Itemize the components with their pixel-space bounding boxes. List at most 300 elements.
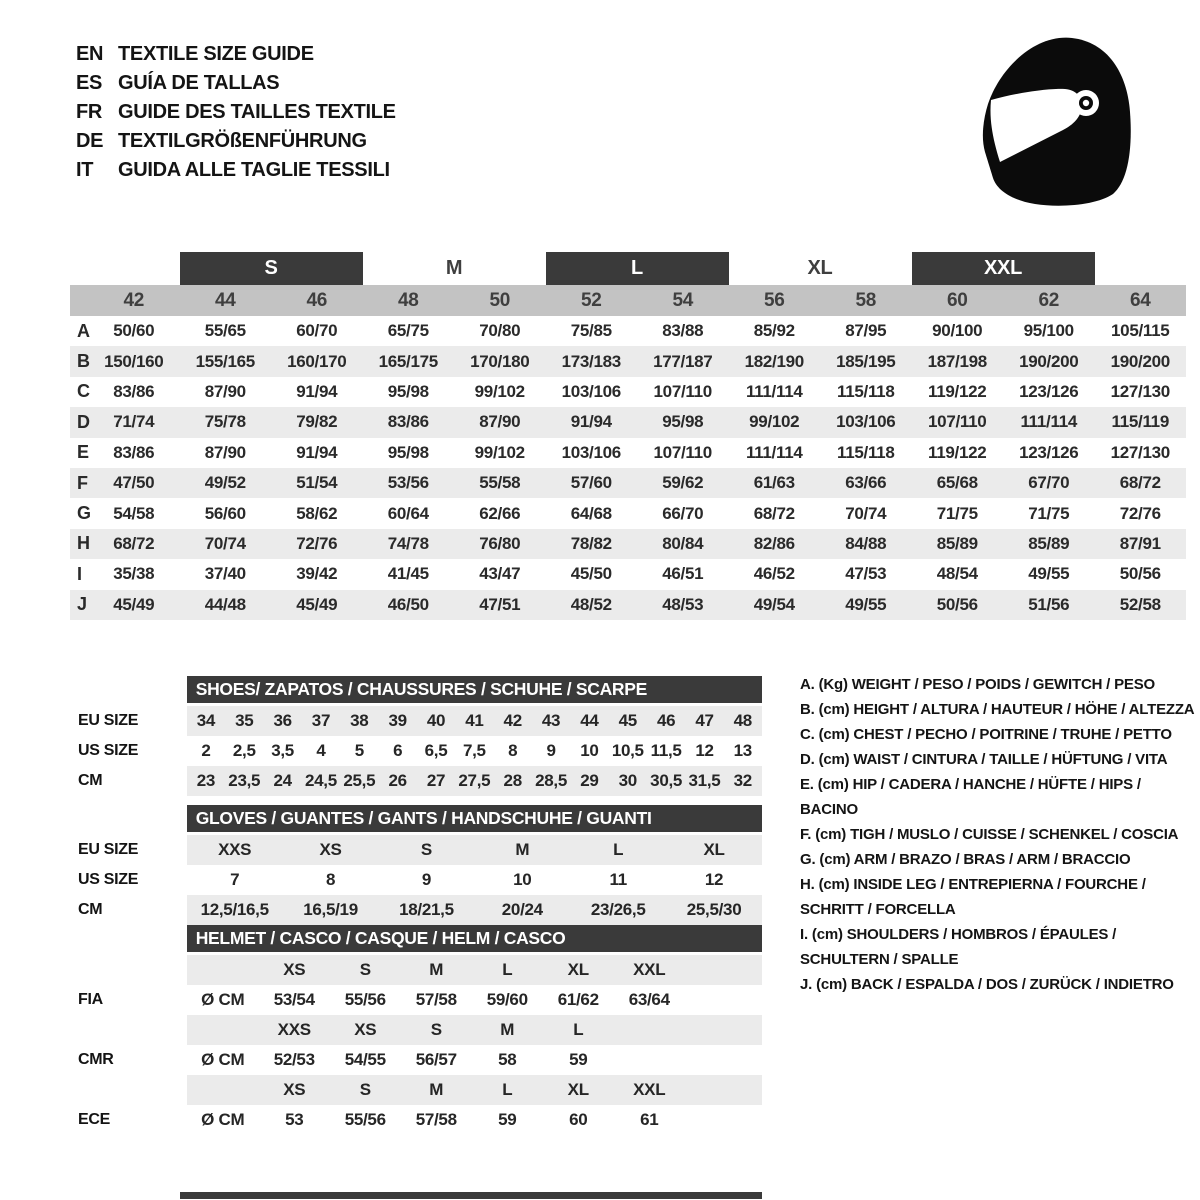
size-number: 46 [306,289,328,311]
lang-code: EN [76,43,104,65]
table-cell: 35 [235,711,254,730]
label-spacer [70,955,187,985]
shoes-table-title: SHOES/ ZAPATOS / CHAUSSURES / SCHUHE / SCARPE [187,676,762,703]
size-number: 52 [580,289,602,311]
table-row [70,865,762,895]
row-label: US SIZE [78,742,139,759]
table-row [70,590,1186,620]
helmet-table-header-row [70,925,762,955]
racing-helmet-icon [975,30,1140,210]
row-values [187,865,762,895]
row-label: H [77,533,90,554]
table-cell: 48/54 [936,564,978,584]
table-cell: 160/170 [287,351,347,371]
legend-item: G. (cm) ARM / BRAZO / BRAS / ARM / BRACCIO [800,851,1131,868]
row-grid [187,766,762,796]
table-cell: 190/200 [1110,351,1170,371]
row-grid [187,835,762,865]
table-cell: 56/57 [415,1050,457,1069]
table-cell: 95/98 [387,381,429,401]
table-cell: 56/60 [204,503,246,523]
table-cell: 63/64 [628,990,670,1009]
table-cell: 12,5/16,5 [200,900,269,919]
table-cell: 28 [503,771,522,790]
table-cell: 67/70 [1028,473,1070,493]
helmet-size: L [502,1080,513,1099]
row-label: CM [78,901,103,918]
table-cell: 71/75 [1028,503,1070,523]
table-cell: 53 [285,1110,304,1129]
table-cell: 52/58 [1119,594,1161,614]
helmet-table [70,925,762,1135]
row-values [187,1075,762,1105]
unit-spacer [187,955,259,985]
table-cell: 62/66 [479,503,521,523]
helmet-size-row [70,1015,762,1045]
table-cell: 25,5/30 [686,900,742,919]
table-cell: 111/114 [745,442,803,462]
table-cell: XS [319,840,342,859]
table-cell: 70/74 [204,533,246,553]
table-cell: 49/55 [1028,564,1070,584]
lang-title: TEXTILGRÖßENFÜHRUNG [118,130,367,152]
table-row [70,766,762,796]
table-cell: 150/160 [104,351,164,371]
table-cell: 7 [230,870,240,889]
table-cell: 46/51 [662,564,704,584]
helmet-size: XXL [633,1080,666,1099]
table-cell: 4 [316,741,326,760]
table-cell: 115/118 [837,442,895,462]
table-cell: 6 [393,741,403,760]
table-cell: 70/80 [479,321,521,341]
table-cell: 190/200 [1019,351,1079,371]
table-cell: 6,5 [424,741,448,760]
table-cell: 71/74 [113,412,155,432]
table-cell: 41 [465,711,484,730]
table-cell: 9 [546,741,556,760]
helmet-value-row [70,1045,762,1075]
table-cell: 60/70 [296,321,338,341]
row-label: EU SIZE [78,712,139,729]
table-cell: 46/50 [387,594,429,614]
table-cell: 2 [201,741,211,760]
table-cell: 119/122 [928,381,987,401]
table-cell: 107/110 [653,381,712,401]
table-cell: 61/62 [557,990,599,1009]
table-cell: 41/45 [387,564,429,584]
language-title-list [76,40,396,185]
helmet-size: M [500,1020,515,1039]
label-spacer [70,1015,187,1045]
table-cell: 72/76 [296,533,338,553]
table-cell: 54/58 [113,503,155,523]
helmet-size: XXS [277,1020,311,1039]
size-group-m: M [445,257,463,279]
table-cell: 83/86 [113,442,155,462]
table-cell: 49/55 [845,594,887,614]
legend-item: F. (cm) TIGH / MUSLO / CUISSE / SCHENKEL / COSCIA [800,826,1179,843]
helmet-size: L [502,960,513,979]
legend-item: C. (cm) CHEST / PECHO / POITRINE / TRUHE / PETTO [800,726,1172,743]
group-spacer [88,252,180,285]
table-cell: 25,5 [343,771,376,790]
table-cell: 49/54 [753,594,795,614]
table-cell: 182/190 [744,351,804,371]
table-cell: 74/78 [387,533,429,553]
table-cell: 53/54 [273,990,315,1009]
table-cell: 45/49 [113,594,155,614]
table-cell: L [613,840,624,859]
row-grid [187,1105,762,1135]
table-cell: 10 [513,870,532,889]
table-cell: 111/114 [1020,412,1078,432]
table-cell: 45 [618,711,637,730]
table-cell: 85/89 [1028,533,1070,553]
unit-spacer [187,1015,259,1045]
table-cell: 20/24 [501,900,543,919]
table-cell: 43/47 [479,564,521,584]
helmet-size: XS [283,1080,306,1099]
table-cell: 76/80 [479,533,521,553]
table-cell: 45/49 [296,594,338,614]
table-cell: 105/115 [1111,321,1170,341]
table-cell: 9 [421,870,431,889]
helmet-size: XXL [633,960,666,979]
row-grid [187,1015,762,1045]
row-label: A [77,320,90,341]
helmet-size-row [70,955,762,985]
table-cell: 48/53 [662,594,704,614]
row-grid [187,1075,762,1105]
table-cell: 57/58 [415,990,457,1009]
table-cell: 34 [196,711,216,730]
table-cell: 23/26,5 [590,900,646,919]
table-cell: 12 [695,741,714,760]
table-cell: 36 [273,711,292,730]
table-cell: 37/40 [204,564,246,584]
table-row [70,407,1186,437]
table-row [70,316,1186,346]
table-cell: 30,5 [650,771,683,790]
table-cell: 16,5/19 [303,900,358,919]
lang-code: IT [76,159,94,181]
table-cell: 68/72 [113,533,155,553]
row-label: C [77,381,90,402]
table-cell: 51/56 [1028,594,1070,614]
label-spacer [70,925,187,955]
table-cell: 58/62 [296,503,338,523]
helmet-size: S [359,960,371,979]
table-cell: 83/86 [387,412,429,432]
table-cell: M [515,840,530,859]
table-cell: 46/52 [753,564,795,584]
helmet-size: XS [283,960,306,979]
diameter-unit-label: Ø CM [201,990,245,1009]
size-number: 50 [489,289,511,311]
row-label: B [77,351,90,372]
table-cell: 165/175 [378,351,438,371]
table-cell: 65/68 [936,473,978,493]
lang-code: ES [76,72,103,94]
table-cell: 119/122 [928,442,987,462]
size-number: 54 [672,289,694,311]
table-cell: 107/110 [653,442,712,462]
table-cell: 79/82 [296,412,338,432]
table-row [70,438,1186,468]
table-row [70,468,1186,498]
row-label: CM [78,772,103,789]
table-cell: 60 [569,1110,588,1129]
table-cell: 127/130 [1110,442,1170,462]
table-cell: 99/102 [749,412,800,432]
table-cell: 48/52 [570,594,612,614]
table-cell: 27,5 [458,771,491,790]
table-cell: 43 [541,711,561,730]
table-cell: 68/72 [753,503,795,523]
helmet-value-row [70,985,762,1015]
table-cell: 103/106 [561,442,621,462]
table-cell: 61 [640,1110,659,1129]
table-cell: 71/75 [936,503,978,523]
shoes-table-header-row [70,676,762,706]
label-spacer [70,805,187,835]
table-cell: S [420,840,432,859]
table-cell: 173/183 [561,351,621,371]
table-cell: 8 [325,870,336,889]
row-values [187,955,762,985]
table-cell: 75/85 [570,321,612,341]
legend-item: A. (Kg) WEIGHT / PESO / POIDS / GEWITCH / PESO [800,676,1155,693]
table-cell: 48 [733,711,752,730]
diameter-unit-label: Ø CM [201,1050,245,1069]
table-row [70,529,1186,559]
legend-item: B. (cm) HEIGHT / ALTURA / HAUTEUR / HÖHE / ALTEZZA [800,701,1195,718]
table-cell: 91/94 [570,412,612,432]
table-cell: 155/165 [195,351,255,371]
size-group-row [70,252,1186,285]
table-cell: 58 [498,1050,517,1069]
row-values [187,1015,762,1045]
table-cell: 8 [508,741,518,760]
lang-row-en [76,40,396,69]
table-cell: 40 [426,711,446,730]
size-number: 60 [946,289,968,311]
table-cell: 115/118 [837,381,895,401]
row-values [187,706,762,736]
table-cell: 91/94 [296,442,338,462]
lang-title: GUÍA DE TALLAS [118,72,280,94]
row-values [187,736,762,766]
table-cell: XXS [218,840,252,859]
measurement-legend [800,672,1200,997]
table-cell: 50/56 [1119,564,1161,584]
table-cell: 51/54 [296,473,338,493]
table-cell: 87/90 [479,412,521,432]
legend-item: H. (cm) INSIDE LEG / ENTREPIERNA / FOURCHE / SCHRITT / FORCELLA [800,876,1146,918]
row-label: US SIZE [78,871,139,888]
size-number: 48 [397,289,419,311]
helmet-size: XL [567,1080,589,1099]
helmet-value-row [70,1105,762,1135]
legend-item: I. (cm) SHOULDERS / HOMBROS / ÉPAULES / SCHULTERN / SPALLE [800,926,1117,968]
row-grid [187,865,762,895]
row-values [187,835,762,865]
table-cell: 103/106 [561,381,621,401]
size-group-s: S [180,252,363,285]
row-grid [187,985,762,1015]
legend-item: J. (cm) BACK / ESPALDA / DOS / ZURÜCK / INDIETRO [800,976,1174,993]
table-cell: 26 [388,771,407,790]
table-cell: 11 [609,870,627,889]
table-cell: 57/58 [415,1110,457,1129]
group-spacer [70,252,88,285]
table-cell: 7,5 [462,741,486,760]
table-cell: 12 [704,870,724,889]
row-values [187,766,762,796]
table-cell: 170/180 [470,351,530,371]
table-cell: 38 [350,711,369,730]
table-row [70,706,762,736]
table-cell: 55/65 [204,321,246,341]
row-label: F [77,472,88,493]
table-cell: 47/50 [113,473,155,493]
table-cell: 115/119 [1111,412,1169,432]
table-cell: 78/82 [570,533,612,553]
table-cell: 39/42 [296,564,338,584]
row-label: E [77,442,89,463]
table-cell: 47/51 [479,594,521,614]
row-grid [187,895,762,925]
table-cell: 13 [733,741,752,760]
textile-size-table [70,252,1186,620]
lang-code: FR [76,101,103,123]
table-cell: 32 [733,771,752,790]
table-row [70,559,1186,589]
helmet-size [614,1015,685,1045]
table-cell: 49/52 [204,473,246,493]
table-row [70,736,762,766]
table-cell: 61/63 [753,473,795,493]
size-number-row [70,285,1186,316]
table-cell: 127/130 [1110,381,1170,401]
row-label: I [77,563,82,584]
standard-label: ECE [78,1111,110,1128]
table-cell: 87/95 [845,321,887,341]
size-group-xxl: XXL [912,252,1095,285]
table-cell: 80/84 [662,533,704,553]
row-values [187,1045,762,1075]
table-cell: 55/56 [344,1110,386,1129]
table-cell: 44/48 [204,594,246,614]
table-cell: 35/38 [113,564,155,584]
table-cell: 187/198 [927,351,987,371]
table-cell: 53/56 [387,473,429,493]
table-cell: 95/100 [1023,321,1074,341]
gloves-table-header-row [70,805,762,835]
lang-title: TEXTILE SIZE GUIDE [118,43,314,65]
helmet-size: S [359,1080,371,1099]
table-cell: 83/86 [113,381,155,401]
label-spacer [70,676,187,706]
row-label: D [77,411,90,432]
table-cell: 59/62 [662,473,704,493]
table-cell: 123/126 [1019,381,1079,401]
helmet-size-row [70,1075,762,1105]
table-cell: 60/64 [387,503,429,523]
lang-row-fr [76,98,396,127]
table-cell: 84/88 [845,533,887,553]
table-cell: 10,5 [611,741,644,760]
table-cell: 30 [618,771,637,790]
table-cell: 5 [354,741,364,760]
row-grid [187,706,762,736]
table-cell: 87/91 [1119,533,1161,553]
table-cell: 3,5 [271,741,294,760]
row-label: EU SIZE [78,841,139,858]
size-number: 42 [123,289,145,311]
row-label: J [77,594,87,615]
helmet-size: M [429,1080,444,1099]
table-cell: 107/110 [928,412,987,432]
table-cell: 44 [580,711,599,730]
table-cell: 82/86 [753,533,795,553]
table-cell: 90/100 [932,321,983,341]
helmet-size: M [429,960,444,979]
standard-label: CMR [78,1051,114,1068]
legend-item: E. (cm) HIP / CADERA / HANCHE / HÜFTE / HIPS / BACINO [800,776,1141,818]
size-number: 56 [763,289,785,311]
table-cell: 72/76 [1119,503,1161,523]
table-cell: 47/53 [845,564,887,584]
table-cell: 87/90 [204,381,246,401]
unit-spacer [187,1075,259,1105]
corner-spacer [70,285,88,316]
table-cell: 54/55 [344,1050,386,1069]
table-cell: 68/72 [1119,473,1161,493]
table-row [70,377,1186,407]
row-values [187,895,762,925]
table-cell: 111/114 [745,381,803,401]
row-values [187,1105,762,1135]
table-cell [614,1045,685,1075]
lang-row-de [76,127,396,156]
lang-row-it [76,156,396,185]
gloves-table [70,805,762,925]
table-row [70,835,762,865]
size-number: 58 [855,289,877,311]
table-cell: 11,5 [650,741,682,760]
cropped-section-bar [180,1192,762,1199]
table-cell: 18/21,5 [399,900,454,919]
size-number: 62 [1038,289,1060,311]
table-cell: 83/88 [662,321,704,341]
size-number: 44 [214,289,236,311]
table-cell: 91/94 [296,381,338,401]
table-cell: 37 [311,711,331,730]
group-spacer [1095,252,1187,285]
table-cell: 55/56 [344,990,386,1009]
table-cell: 75/78 [204,412,246,432]
table-cell: 185/195 [836,351,896,371]
standard-label: FIA [78,991,103,1008]
row-values [187,985,762,1015]
table-cell: 29 [580,771,599,790]
table-cell: 47 [695,711,714,730]
size-number: 64 [1129,289,1151,311]
table-cell: 70/74 [845,503,887,523]
table-cell: 95/98 [387,442,429,462]
